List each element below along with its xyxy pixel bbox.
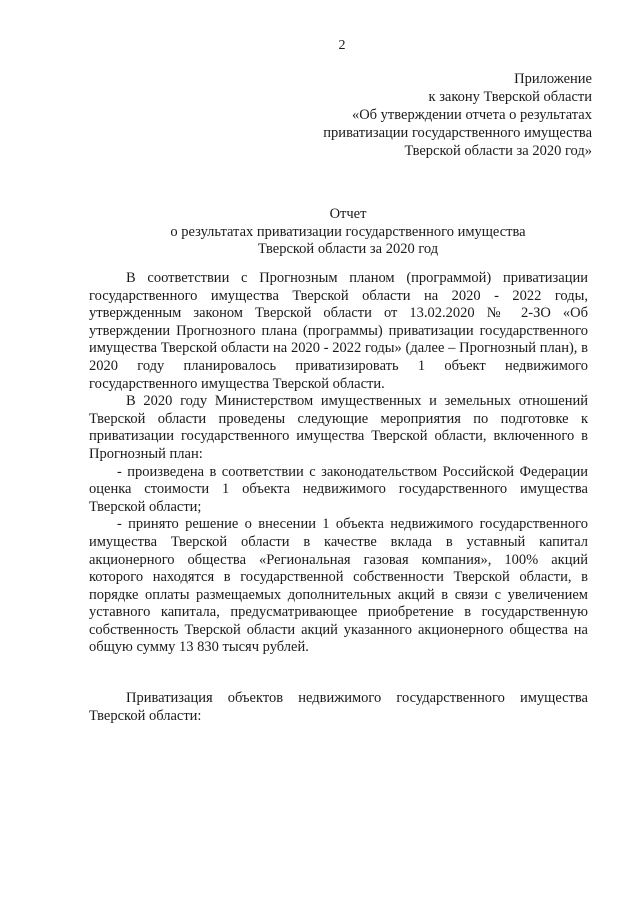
paragraph: В 2020 году Министерством имущественных и земельных отношений Тверской области проведены следующие мероприятия по подготовке к приватизации государственного имущества Тверской области, включенного в Прогнозный план: [89,393,588,462]
title-line: о результатах приватизации государственного имущества [170,223,526,240]
appendix-line: «Об утверждении отчета о результатах [351,107,592,123]
appendix-line: приватизации государственного имущества [323,125,592,141]
appendix-line: Тверской области за 2020 год» [404,143,592,159]
appendix-line: Приложение [514,71,592,87]
page-number: 2 [338,38,346,53]
report-body [89,270,588,657]
list-item: - произведена в соответствии с законодательством Российской Федерации оценка стоимости 1 объекта недвижимого государственного имущества Тверской области; [89,463,588,515]
document-title [120,206,576,259]
list-item: - принято решение о внесении 1 объекта недвижимого государственного имущества Тверской области в качестве вклада в уставный капитал акционерного общества «Региональная газовая компания», 100% акций которого находятся в государственной собственности Тверской области, в порядке оплаты размещаемых дополнительных акций в связи с увеличением уставного капитала, предусматривающее приобретение в государственную собственность Тверской области акций указанного акционерного общества на общую сумму 13 830 тысяч рублей. [89,516,588,656]
paragraph: В соответствии с Прогнозным планом (программой) приватизации государственного имущества Тверской области на 2020 - 2022 годы, утвержденным законом Тверской области от 13.02.2020 № 2-ЗО «Об утверждении Прогнозного плана (программы) приватизации государственного имущества Тверской области на 2020 - 2022 годы» (далее – Прогнозный план), в 2020 году планировалось приватизировать 1 объект недвижимого государственного имущества Тверской области. [89,270,588,392]
appendix-header [232,70,592,160]
title-line: Отчет [329,206,367,222]
appendix-line: к закону Тверской области [428,89,592,105]
paragraph: Приватизация объектов недвижимого государственного имущества Тверской области: [89,690,588,724]
privatization-intro [89,690,588,725]
title-line: Тверской области за 2020 год [257,241,439,257]
